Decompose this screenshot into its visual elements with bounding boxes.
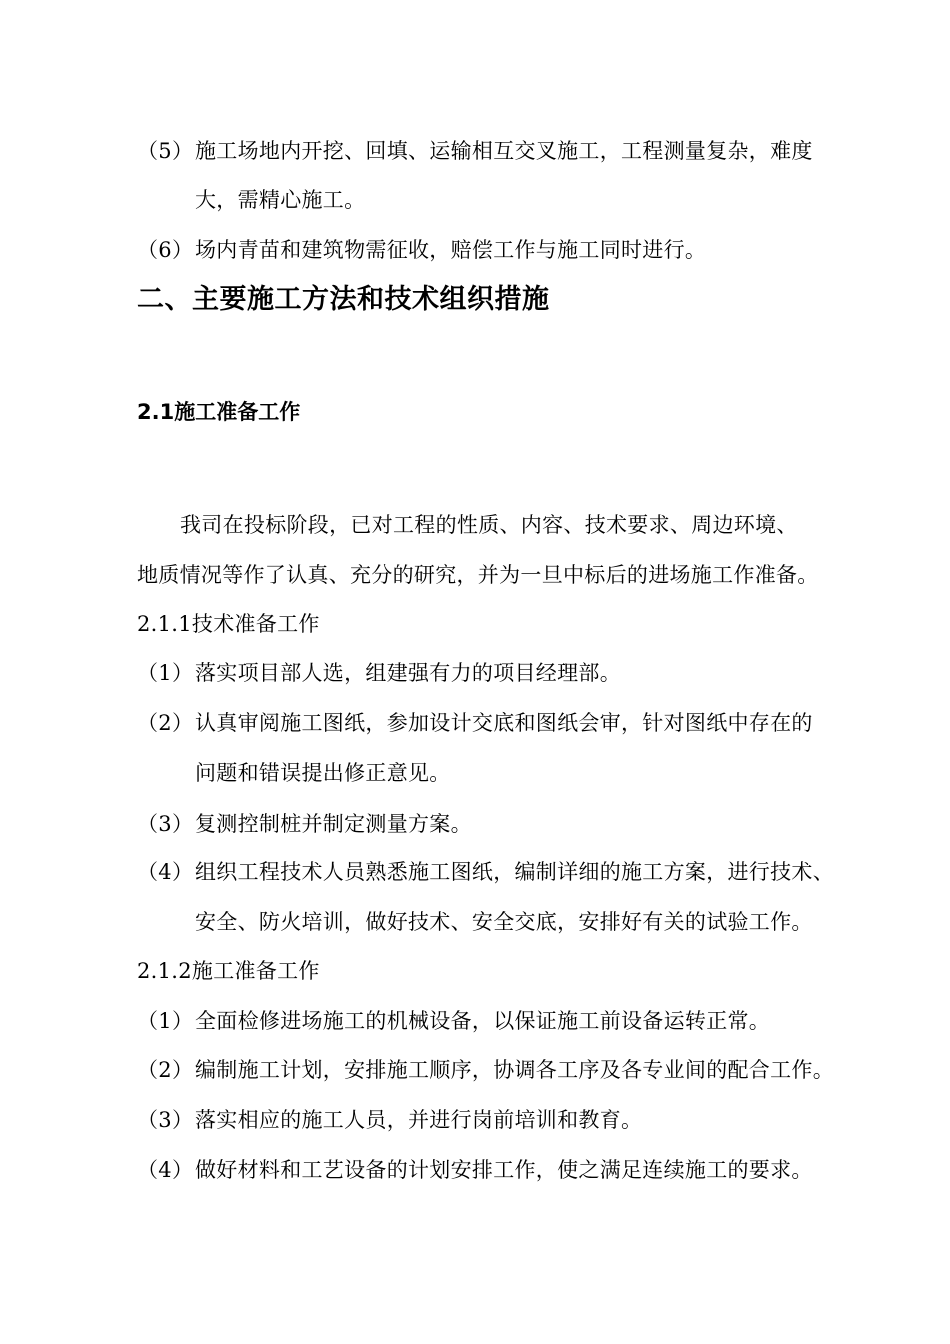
item-text: 编制施工计划，安排施工顺序，协调各工序及各专业间的配合工作。 — [195, 1058, 834, 1082]
list-item — [137, 1007, 770, 1035]
item-number: （1） — [137, 661, 194, 685]
list-item — [137, 810, 472, 838]
item-text: 场内青苗和建筑物需征收，赔偿工作与施工同时进行。 — [195, 238, 707, 262]
paragraph-line: 地质情况等作了认真、充分的研究，并为一旦中标后的进场施工作准备。 — [137, 563, 819, 587]
item-text: 复测控制桩并制定测量方案。 — [195, 812, 472, 836]
item-number: （5） — [137, 139, 194, 163]
subsection-title: 2.1施工准备工作 — [137, 400, 301, 424]
list-item — [137, 236, 706, 264]
item-continuation: 安全、防火培训，做好技术、安全交底，安排好有关的试验工作。 — [195, 910, 813, 934]
item-text: 全面检修进场施工的机械设备，以保证施工前设备运转正常。 — [195, 1009, 771, 1033]
item-number: （6） — [137, 238, 194, 262]
item-text: 认真审阅施工图纸，参加设计交底和图纸会审，针对图纸中存在的 — [195, 711, 813, 735]
subsubsection-heading: 2.1.2施工准备工作 — [137, 959, 320, 983]
list-item — [137, 659, 621, 687]
section-title: 二、主要施工方法和技术组织措施 — [137, 284, 550, 315]
item-text: 做好材料和工艺设备的计划安排工作，使之满足连续施工的要求。 — [195, 1158, 813, 1182]
list-item — [137, 137, 813, 165]
subsubsection-heading: 2.1.1技术准备工作 — [137, 612, 320, 636]
item-number: （2） — [137, 711, 194, 735]
item-number: （2） — [137, 1058, 194, 1082]
item-number: （4） — [137, 1158, 194, 1182]
list-item — [137, 1106, 642, 1134]
item-continuation: 问题和错误提出修正意见。 — [195, 761, 451, 785]
item-continuation: 大，需精心施工。 — [195, 188, 366, 212]
list-item — [137, 709, 813, 737]
list-item — [137, 858, 834, 886]
item-text: 落实相应的施工人员，并进行岗前培训和教育。 — [195, 1108, 643, 1132]
item-text: 施工场地内开挖、回填、运输相互交叉施工，工程测量复杂，难度 — [195, 139, 813, 163]
item-text: 组织工程技术人员熟悉施工图纸，编制详细的施工方案，进行技术、 — [195, 860, 834, 884]
list-item — [137, 1056, 834, 1084]
item-number: （1） — [137, 1009, 194, 1033]
item-number: （3） — [137, 1108, 194, 1132]
item-number: （4） — [137, 860, 194, 884]
item-number: （3） — [137, 812, 194, 836]
list-item — [137, 1156, 813, 1184]
item-text: 落实项目部人选，组建强有力的项目经理部。 — [195, 661, 621, 685]
paragraph-line: 我司在投标阶段，已对工程的性质、内容、技术要求、周边环境、 — [180, 513, 798, 537]
